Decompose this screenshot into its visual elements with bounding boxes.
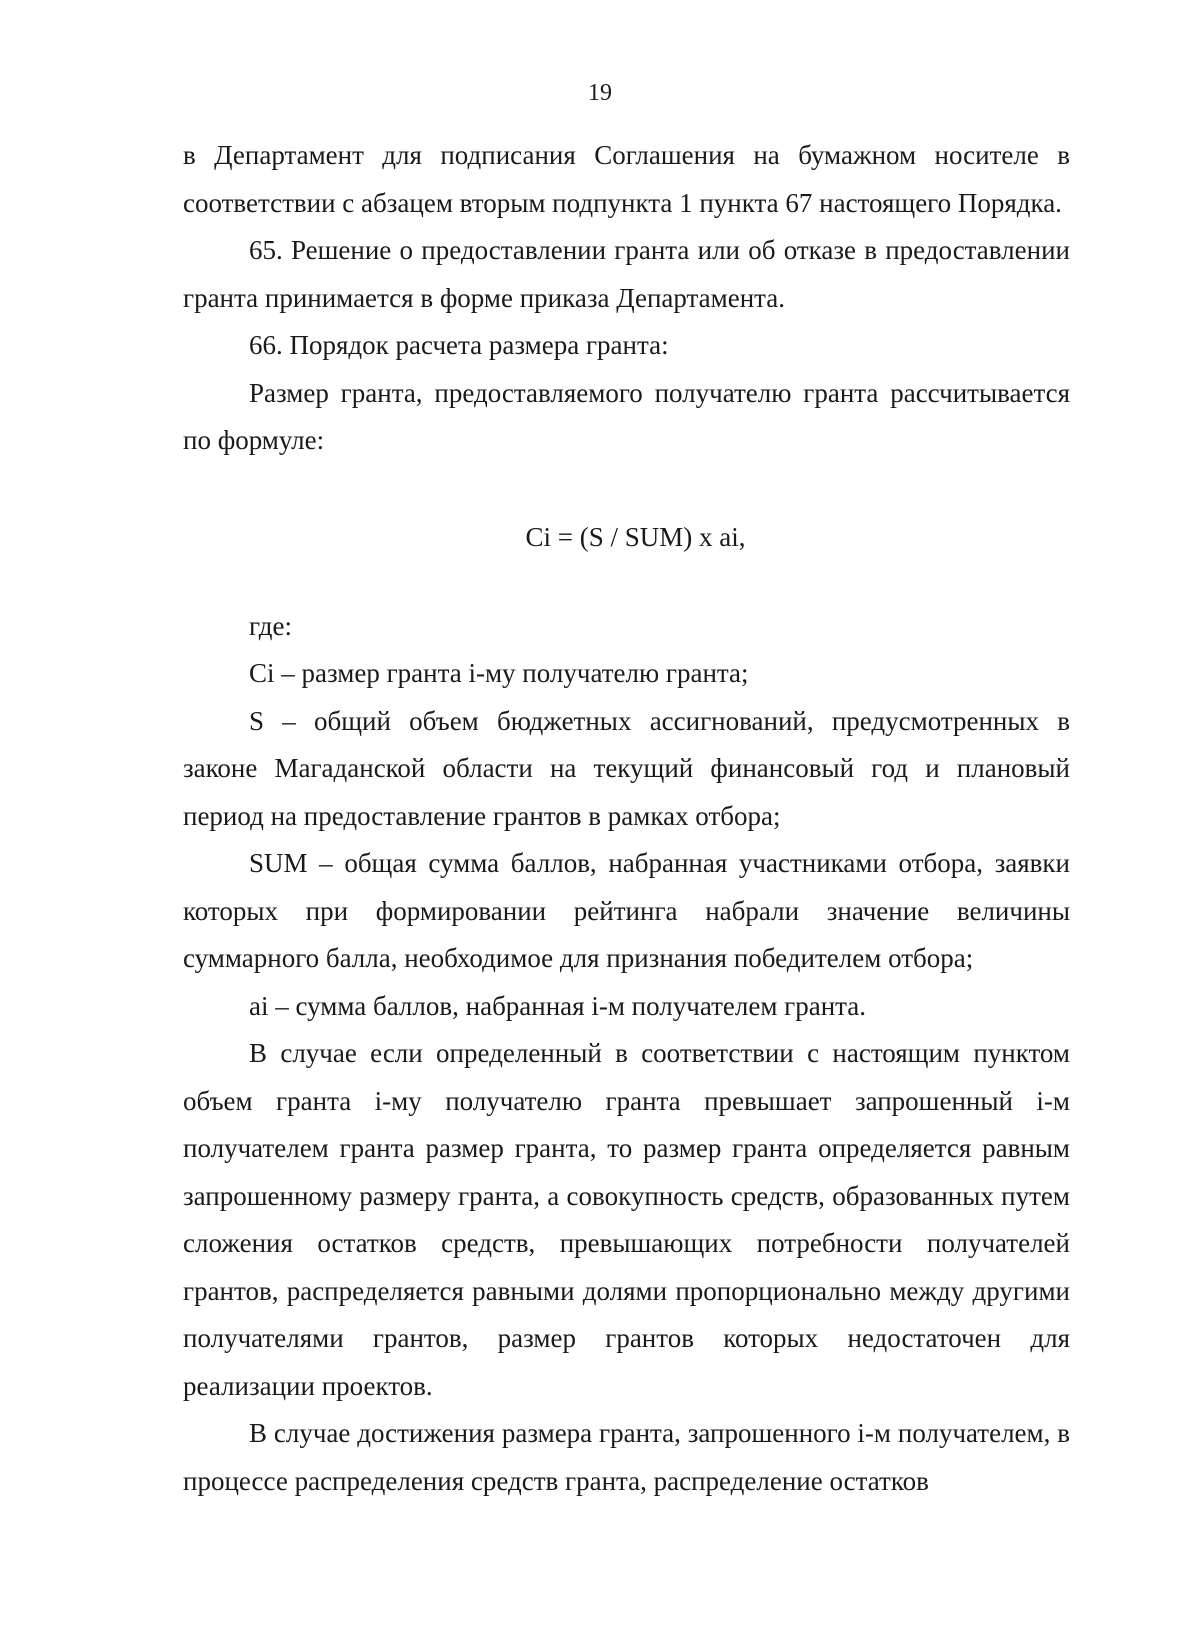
page-number: 19 xyxy=(588,80,612,106)
paragraph-continuation: в Департамент для подписания Соглашения на бумажном носителе в соответствии с абзацем вторым подпункта 1 пункта 67 настоящего Порядка. xyxy=(183,140,1070,218)
definition-ai: ai – сумма баллов, набранная i-м получателем гранта. xyxy=(249,990,867,1021)
grant-formula: Ci = (S / SUM) x ai, xyxy=(525,521,746,552)
where-label: где: xyxy=(249,610,292,641)
definition-ci: Ci – размер гранта i-му получателю гранта; xyxy=(249,658,749,688)
paragraph-grant-reached: В случае достижения размера гранта, запрошенного i-м получателем, в процессе распределения средств гранта, распределение остатков xyxy=(183,1418,1070,1496)
paragraph-65-decision: 65. Решение о предоставлении гранта или об отказе в предоставлении гранта принимается в форме приказа Департамента. xyxy=(183,235,1070,313)
paragraph-grant-size-intro: Размер гранта, предоставляемого получателю гранта рассчитывается по формуле: xyxy=(183,377,1070,455)
paragraph-66-heading: 66. Порядок расчета размера гранта: xyxy=(249,330,669,360)
document-body xyxy=(183,132,1070,1505)
definition-sum: SUM – общая сумма баллов, набранная участниками отбора, заявки которых при формировании рейтинга набрали значение величины суммарного балла, необходимое для признания победителем отбора; xyxy=(183,848,1070,973)
definition-s: S – общий объем бюджетных ассигнований, предусмотренных в законе Магаданской области на текущий финансовый год и плановый период на предоставление грантов в рамках отбора; xyxy=(183,705,1070,831)
paragraph-excess-grant: В случае если определенный в соответствии с настоящим пунктом объем гранта i-му получателю гранта превышает запрошенный i-м получателем гранта размер гранта, то размер гранта определяется равным запрошенному размеру гранта, а совокупность средств, образованных путем сложения остатков средств, превышающих потребности получателей грантов, распределяется равными долями пропорционально между другими получателями грантов, размер грантов которых недостаточен для реализации проектов. xyxy=(183,1038,1070,1401)
